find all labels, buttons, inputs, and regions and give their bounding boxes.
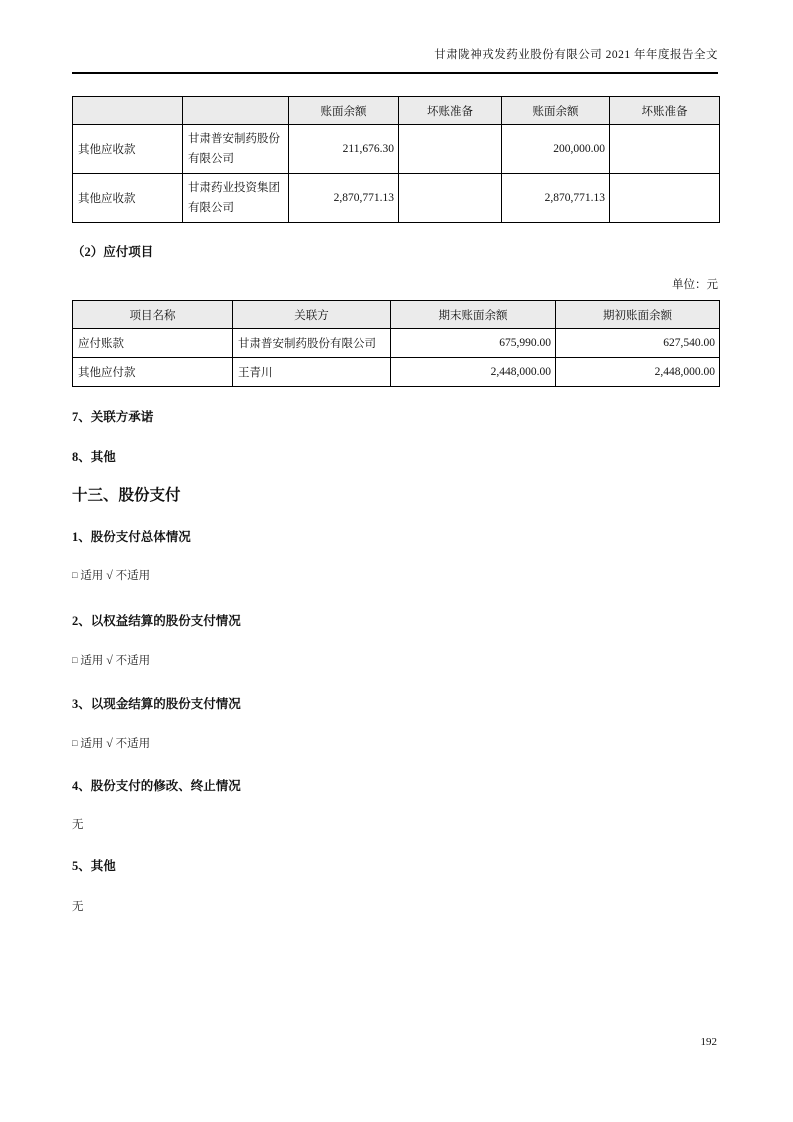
amount-cell: [399, 174, 502, 223]
check-mark-icon: √: [106, 568, 113, 582]
applicable-label: 适用: [80, 738, 104, 750]
amount-cell: 2,448,000.00: [556, 358, 720, 387]
table-row: [73, 125, 720, 174]
column-header: [73, 97, 183, 125]
related-party-cell: 甘肃药业投资集团有限公司: [183, 174, 289, 223]
not-applicable-label: 不适用: [115, 655, 151, 667]
payables-table: [72, 300, 720, 387]
not-applicable-label: 不适用: [115, 738, 151, 750]
amount-cell: 200,000.00: [502, 125, 610, 174]
amount-cell: 627,540.00: [556, 329, 720, 358]
unit-label: 单位：元: [672, 279, 718, 291]
applicability-line: [72, 567, 150, 583]
payables-heading: （2）应付项目: [72, 245, 154, 259]
checkbox-unchecked-icon: □: [72, 655, 78, 665]
column-header: 关联方: [233, 301, 391, 329]
not-applicable-label: 不适用: [115, 570, 151, 582]
amount-cell: [610, 125, 720, 174]
applicability-line: [72, 652, 150, 668]
none-text: 无: [72, 819, 84, 831]
related-party-cell: 甘肃普安制药股份有限公司: [183, 125, 289, 174]
checkbox-unchecked-icon: □: [72, 570, 78, 580]
column-header: [183, 97, 289, 125]
table-row: [73, 329, 720, 358]
column-header: 期末账面余额: [391, 301, 556, 329]
item-name-cell: 其他应收款: [73, 125, 183, 174]
column-header: 坏账准备: [399, 97, 502, 125]
table-row: [73, 174, 720, 223]
page-header: [72, 46, 718, 74]
subsection-4-heading: 4、股份支付的修改、终止情况: [72, 779, 241, 793]
amount-cell: [399, 125, 502, 174]
amount-cell: 675,990.00: [391, 329, 556, 358]
subsection-1-heading: 1、股份支付总体情况: [72, 530, 191, 544]
amount-cell: 211,676.30: [289, 125, 399, 174]
related-party-cell: 甘肃普安制药股份有限公司: [233, 329, 391, 358]
applicability-line: [72, 735, 150, 751]
checkbox-unchecked-icon: □: [72, 738, 78, 748]
table-header-row: [73, 301, 720, 329]
column-header: 账面余额: [289, 97, 399, 125]
item-name-cell: 其他应付款: [73, 358, 233, 387]
column-header: 坏账准备: [610, 97, 720, 125]
check-mark-icon: √: [106, 653, 113, 667]
subsection-2-heading: 2、以权益结算的股份支付情况: [72, 614, 241, 628]
amount-cell: [610, 174, 720, 223]
subsection-5-heading: 5、其他: [72, 859, 116, 873]
page-number: 192: [700, 1036, 717, 1048]
applicable-label: 适用: [80, 655, 104, 667]
page-header-title: 甘肃陇神戎发药业股份有限公司 2021 年年度报告全文: [434, 49, 718, 61]
applicable-label: 适用: [80, 570, 104, 582]
amount-cell: 2,448,000.00: [391, 358, 556, 387]
related-party-cell: 王青川: [233, 358, 391, 387]
chapter-13-heading: 十三、股份支付: [72, 487, 181, 504]
amount-cell: 2,870,771.13: [289, 174, 399, 223]
check-mark-icon: √: [106, 736, 113, 750]
receivables-table: [72, 96, 720, 223]
column-header: 期初账面余额: [556, 301, 720, 329]
table-row: [73, 358, 720, 387]
section-7-heading: 7、关联方承诺: [72, 410, 154, 424]
subsection-3-heading: 3、以现金结算的股份支付情况: [72, 697, 241, 711]
none-text: 无: [72, 901, 84, 913]
item-name-cell: 应付账款: [73, 329, 233, 358]
column-header: 账面余额: [502, 97, 610, 125]
column-header: 项目名称: [73, 301, 233, 329]
item-name-cell: 其他应收款: [73, 174, 183, 223]
amount-cell: 2,870,771.13: [502, 174, 610, 223]
table-header-row: [73, 97, 720, 125]
section-8-heading: 8、其他: [72, 450, 116, 464]
